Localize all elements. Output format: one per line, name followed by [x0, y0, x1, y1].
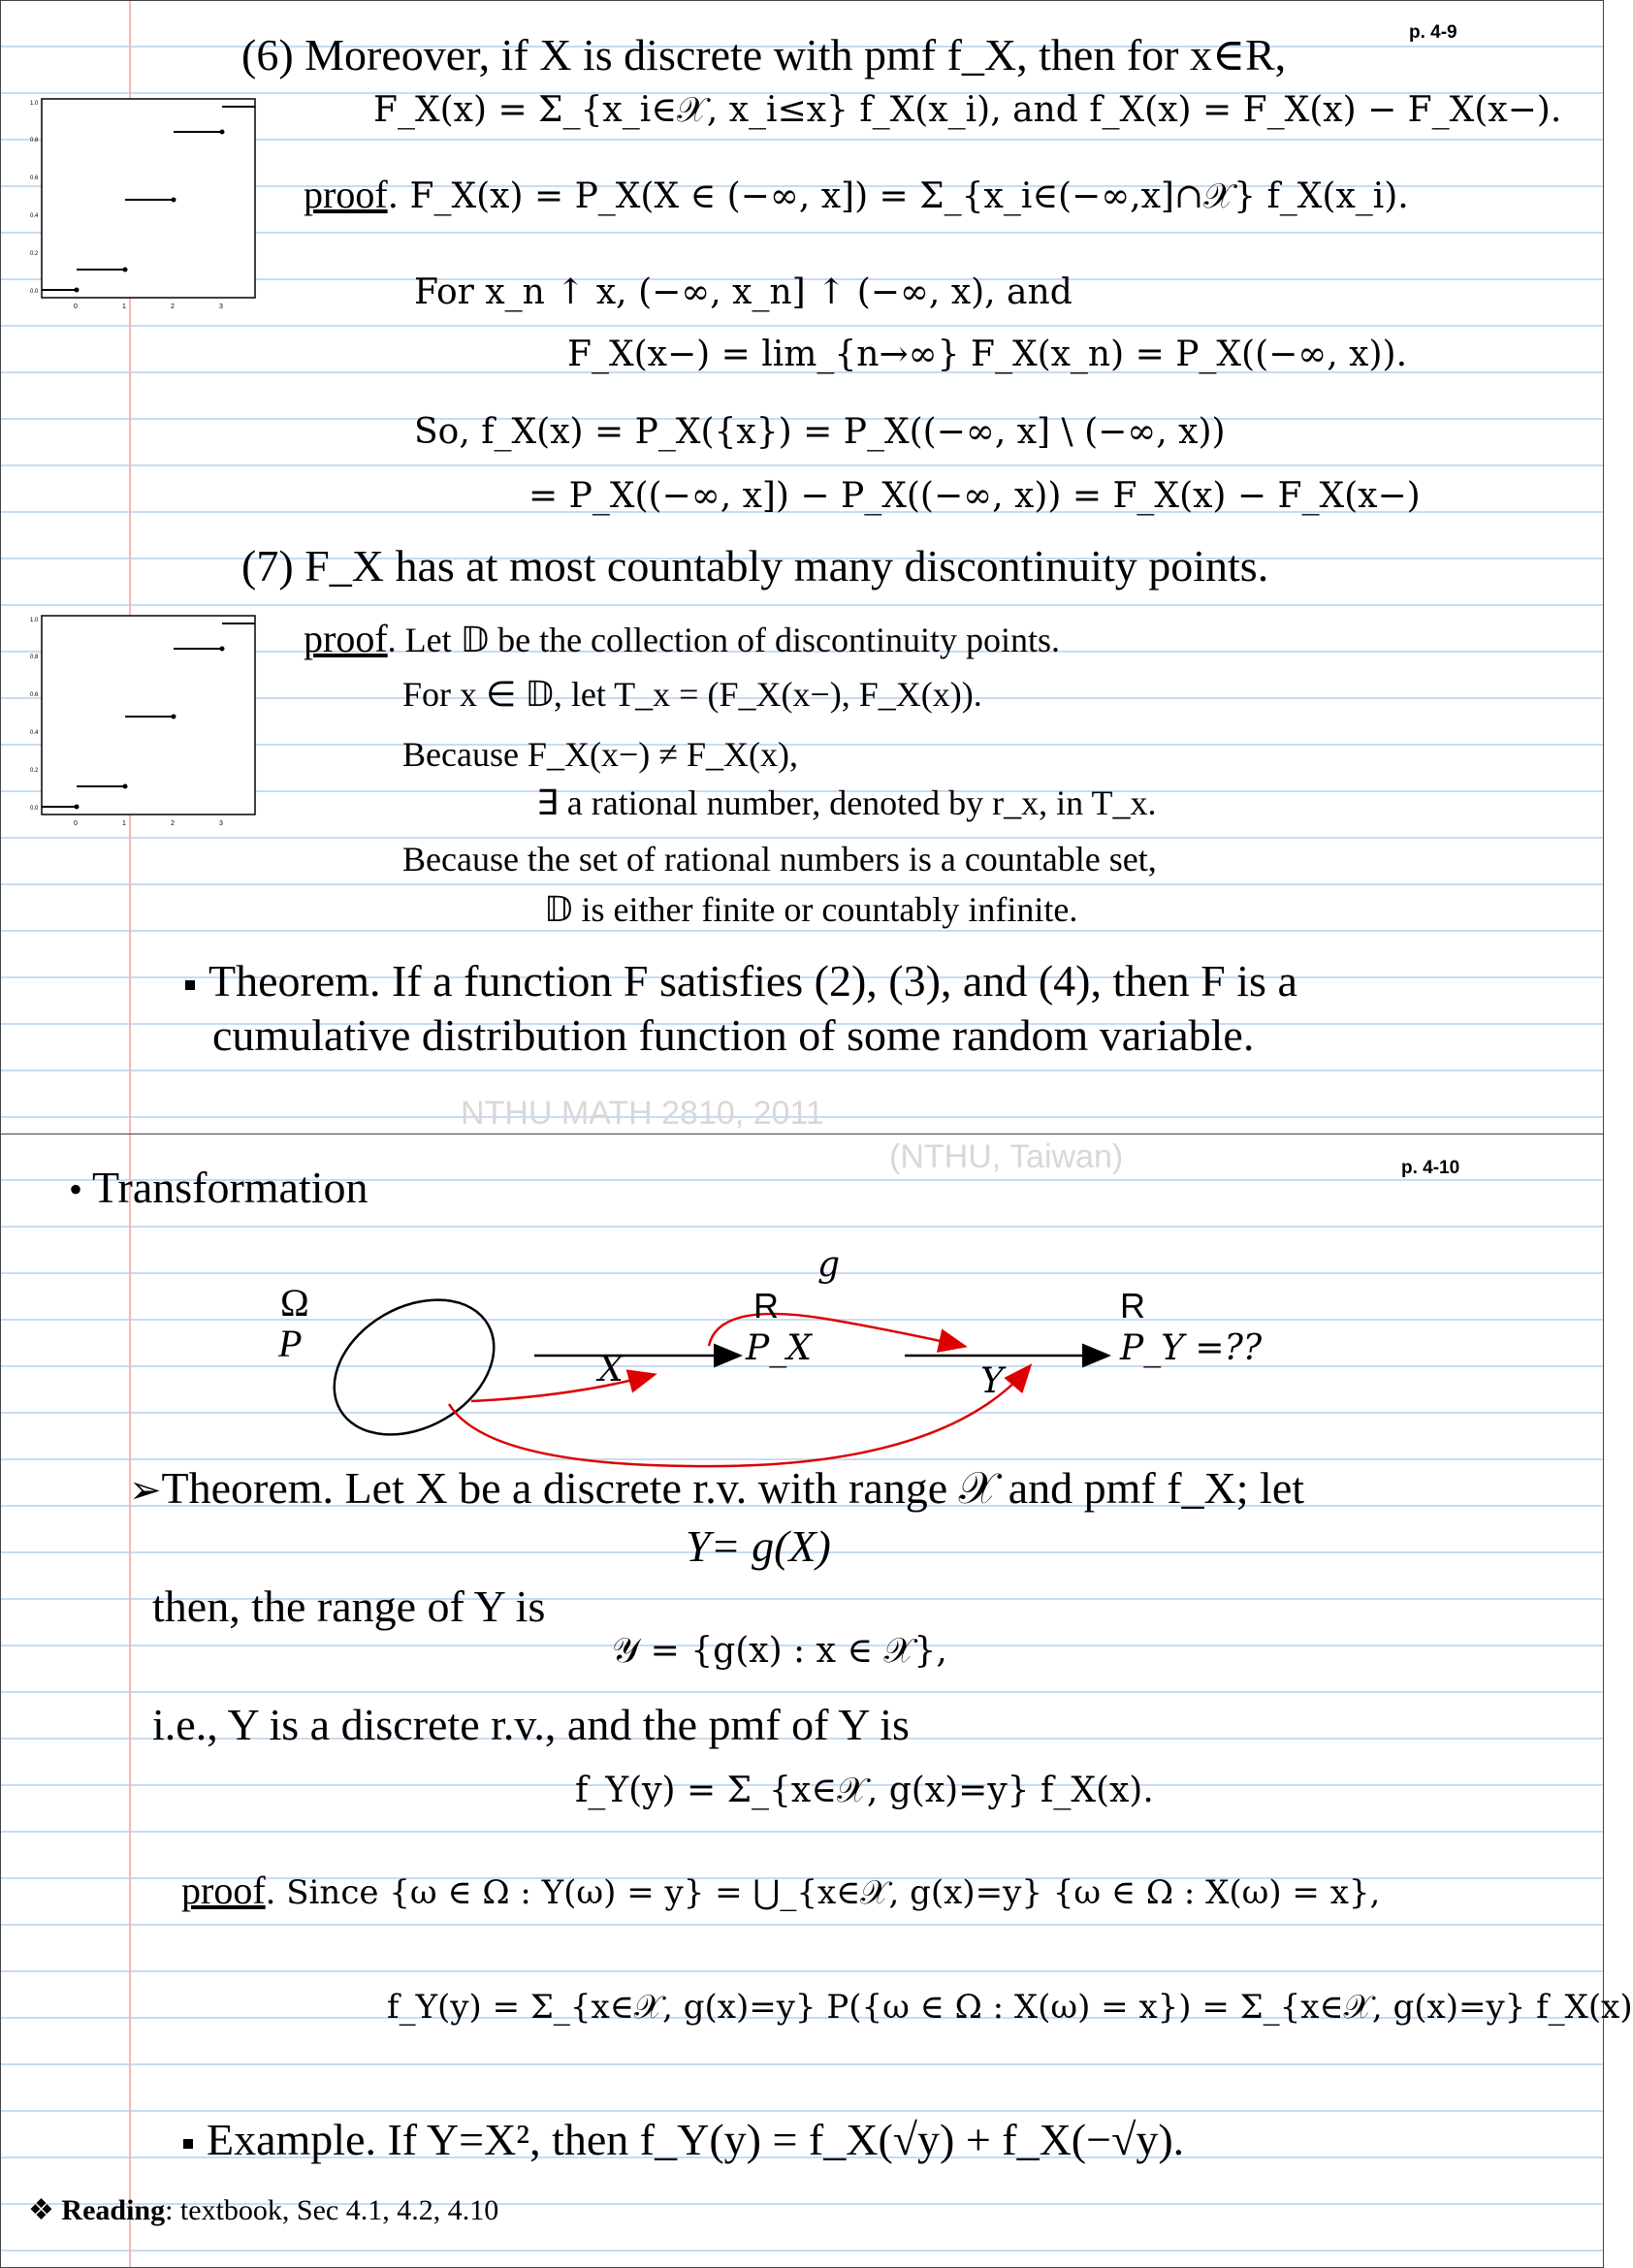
arrow-x-map	[471, 1375, 653, 1401]
tick-y: 0.4	[30, 730, 39, 736]
round-bullet-icon: •	[69, 1167, 83, 1211]
item6-line4: So, f_X(x) = P_X({x}) = P_X((−∞, x] \ (−∞, x))	[414, 412, 1226, 452]
proof-label: proof	[304, 173, 388, 216]
p-label: P	[278, 1322, 303, 1365]
plot-frame	[42, 99, 255, 298]
item6-formula: F_X(x) = Σ_{x_i∈𝒳, x_i≤x} f_X(x_i), and f_X(x) = F_X(x) − F_X(x−).	[373, 90, 1562, 130]
plot-frame	[42, 616, 255, 815]
item7-line1: . Let 𝔻 be the collection of discontinuity points.	[387, 621, 1060, 659]
item7-line2: For x ∈ 𝔻, let T_x = (F_X(x−), F_X(x)).	[402, 675, 982, 714]
margin-line	[129, 1134, 131, 2267]
theorem-line3: then, the range of Y is	[152, 1581, 546, 1631]
reading-note	[28, 2193, 498, 2227]
slide-page-4-10	[0, 1134, 1633, 2268]
item6-proof-row	[304, 172, 1409, 217]
tick-x: 3	[219, 820, 223, 827]
tick-y: 0.6	[30, 692, 39, 698]
tick-y: 0.0	[30, 806, 39, 812]
tick-x: 2	[171, 820, 175, 827]
tick-y: 0.8	[30, 138, 39, 144]
page-number: p. 4-9	[1409, 22, 1457, 43]
theorem-line5: i.e., Y is a discrete r.v., and the pmf of Y is	[152, 1700, 910, 1749]
section-title	[69, 1162, 368, 1213]
page-number: p. 4-10	[1401, 1158, 1460, 1178]
proof-label: proof	[304, 617, 388, 660]
arrow-bullet-icon: ➢	[129, 1468, 162, 1512]
proof-row	[181, 1868, 1380, 1913]
theorem-transformation	[129, 1462, 1304, 1516]
item6-proof-line1: . F_X(x) = P_X(X ∈ (−∞, x]) = Σ_{x_i∈(−∞,x]∩𝒳} f_X(x_i).	[387, 176, 1409, 216]
g-label: g	[817, 1245, 841, 1285]
py-label: P_Y =??	[1120, 1328, 1263, 1368]
tick-x: 1	[122, 303, 126, 310]
theorem-line1: Theorem. If a function F satisfies (2), (3), and (4), then F is a	[208, 956, 1297, 1006]
px-label: P_X	[746, 1328, 812, 1368]
y-label: Y	[980, 1361, 1004, 1401]
tick-x: 2	[171, 303, 175, 310]
item7-heading: (7) F_X has at most countably many discontinuity points.	[241, 541, 1269, 591]
step-point	[123, 268, 128, 272]
tick-x: 0	[74, 820, 78, 827]
item6-line5: = P_X((−∞, x]) − P_X((−∞, x)) = F_X(x) − F_X(x−)	[528, 476, 1421, 516]
theorem-cdf	[185, 955, 1297, 1006]
arrow-y-map	[449, 1367, 1029, 1466]
theorem-line4: 𝒴 = {g(x) : x ∈ 𝒳},	[612, 1631, 947, 1671]
reading-text: : textbook, Sec 4.1, 4.2, 4.10	[165, 2194, 499, 2226]
item6-line2: For x_n ↑ x, (−∞, x_n] ↑ (−∞, x), and	[414, 272, 1073, 312]
theorem-line1: Theorem. Let X be a discrete r.v. with range 𝒳 and pmf f_X; let	[161, 1463, 1305, 1513]
square-bullet-icon	[185, 980, 195, 990]
title-text: Transformation	[92, 1163, 368, 1212]
step-point	[220, 130, 225, 135]
x-label: X	[598, 1350, 624, 1390]
item6-heading: (6) Moreover, if X is discrete with pmf f_X, then for x∈R,	[241, 30, 1287, 80]
sample-space-ellipse	[310, 1272, 518, 1461]
tick-y: 0.0	[30, 289, 39, 295]
slide-page-4-9	[0, 0, 1604, 1134]
step-plot-cdf	[28, 93, 257, 310]
tick-y: 0.6	[30, 176, 39, 181]
step-point	[172, 198, 176, 203]
watermark: NTHU MATH 2810, 2011	[461, 1095, 824, 1132]
tick-y: 0.2	[30, 768, 39, 774]
step-point	[123, 784, 128, 789]
example-text: Example. If Y=X², then f_Y(y) = f_X(√y) + f_X(−√y).	[207, 2115, 1185, 2164]
example	[183, 2114, 1184, 2165]
proof-line1: . Since {ω ∈ Ω : Y(ω) = y} = ⋃_{x∈𝒳, g(x)=y} {ω ∈ Ω : X(ω) = x},	[265, 1873, 1381, 1912]
item7-line3: Because F_X(x−) ≠ F_X(x),	[402, 735, 798, 774]
tick-x: 0	[74, 303, 78, 310]
tick-y: 0.2	[30, 251, 39, 257]
theorem-line2: Y= g(X)	[686, 1521, 831, 1571]
tick-y: 1.0	[30, 618, 39, 623]
tick-x: 1	[122, 820, 126, 827]
watermark: (NTHU, Taiwan)	[889, 1138, 1124, 1175]
proof-label: proof	[181, 1869, 266, 1912]
item7-line4: ∃ a rational number, denoted by r_x, in T_x.	[536, 783, 1157, 822]
proof-line2: f_Y(y) = Σ_{x∈𝒳, g(x)=y} P({ω ∈ Ω : X(ω) = x}) = Σ_{x∈𝒳, g(x)=y} f_X(x)	[387, 1988, 1633, 2027]
r1-label: R	[753, 1286, 779, 1326]
step-plot-cdf-2	[28, 610, 257, 827]
item7-proof-row	[304, 616, 1060, 661]
tick-y: 0.4	[30, 213, 39, 219]
step-point	[75, 805, 80, 810]
square-bullet-icon	[183, 2139, 193, 2149]
theorem-line2: cumulative distribution function of some random variable.	[212, 1010, 1255, 1060]
step-point	[172, 715, 176, 719]
step-point	[75, 288, 80, 293]
tick-y: 1.0	[30, 101, 39, 107]
omega-label: Ω	[280, 1281, 309, 1325]
item7-line6: 𝔻 is either finite or countably infinite.	[544, 890, 1078, 929]
item6-line3: F_X(x−) = lim_{n→∞} F_X(x_n) = P_X((−∞, x)).	[567, 335, 1408, 374]
tick-x: 3	[219, 303, 223, 310]
tick-y: 0.8	[30, 655, 39, 660]
r2-label: R	[1120, 1286, 1145, 1326]
step-point	[220, 647, 225, 652]
item7-line5: Because the set of rational numbers is a countable set,	[402, 840, 1157, 878]
diamond-bullet-icon: ❖	[28, 2194, 54, 2226]
theorem-line6: f_Y(y) = Σ_{x∈𝒳, g(x)=y} f_X(x).	[575, 1771, 1154, 1810]
reading-label: Reading	[61, 2194, 166, 2226]
